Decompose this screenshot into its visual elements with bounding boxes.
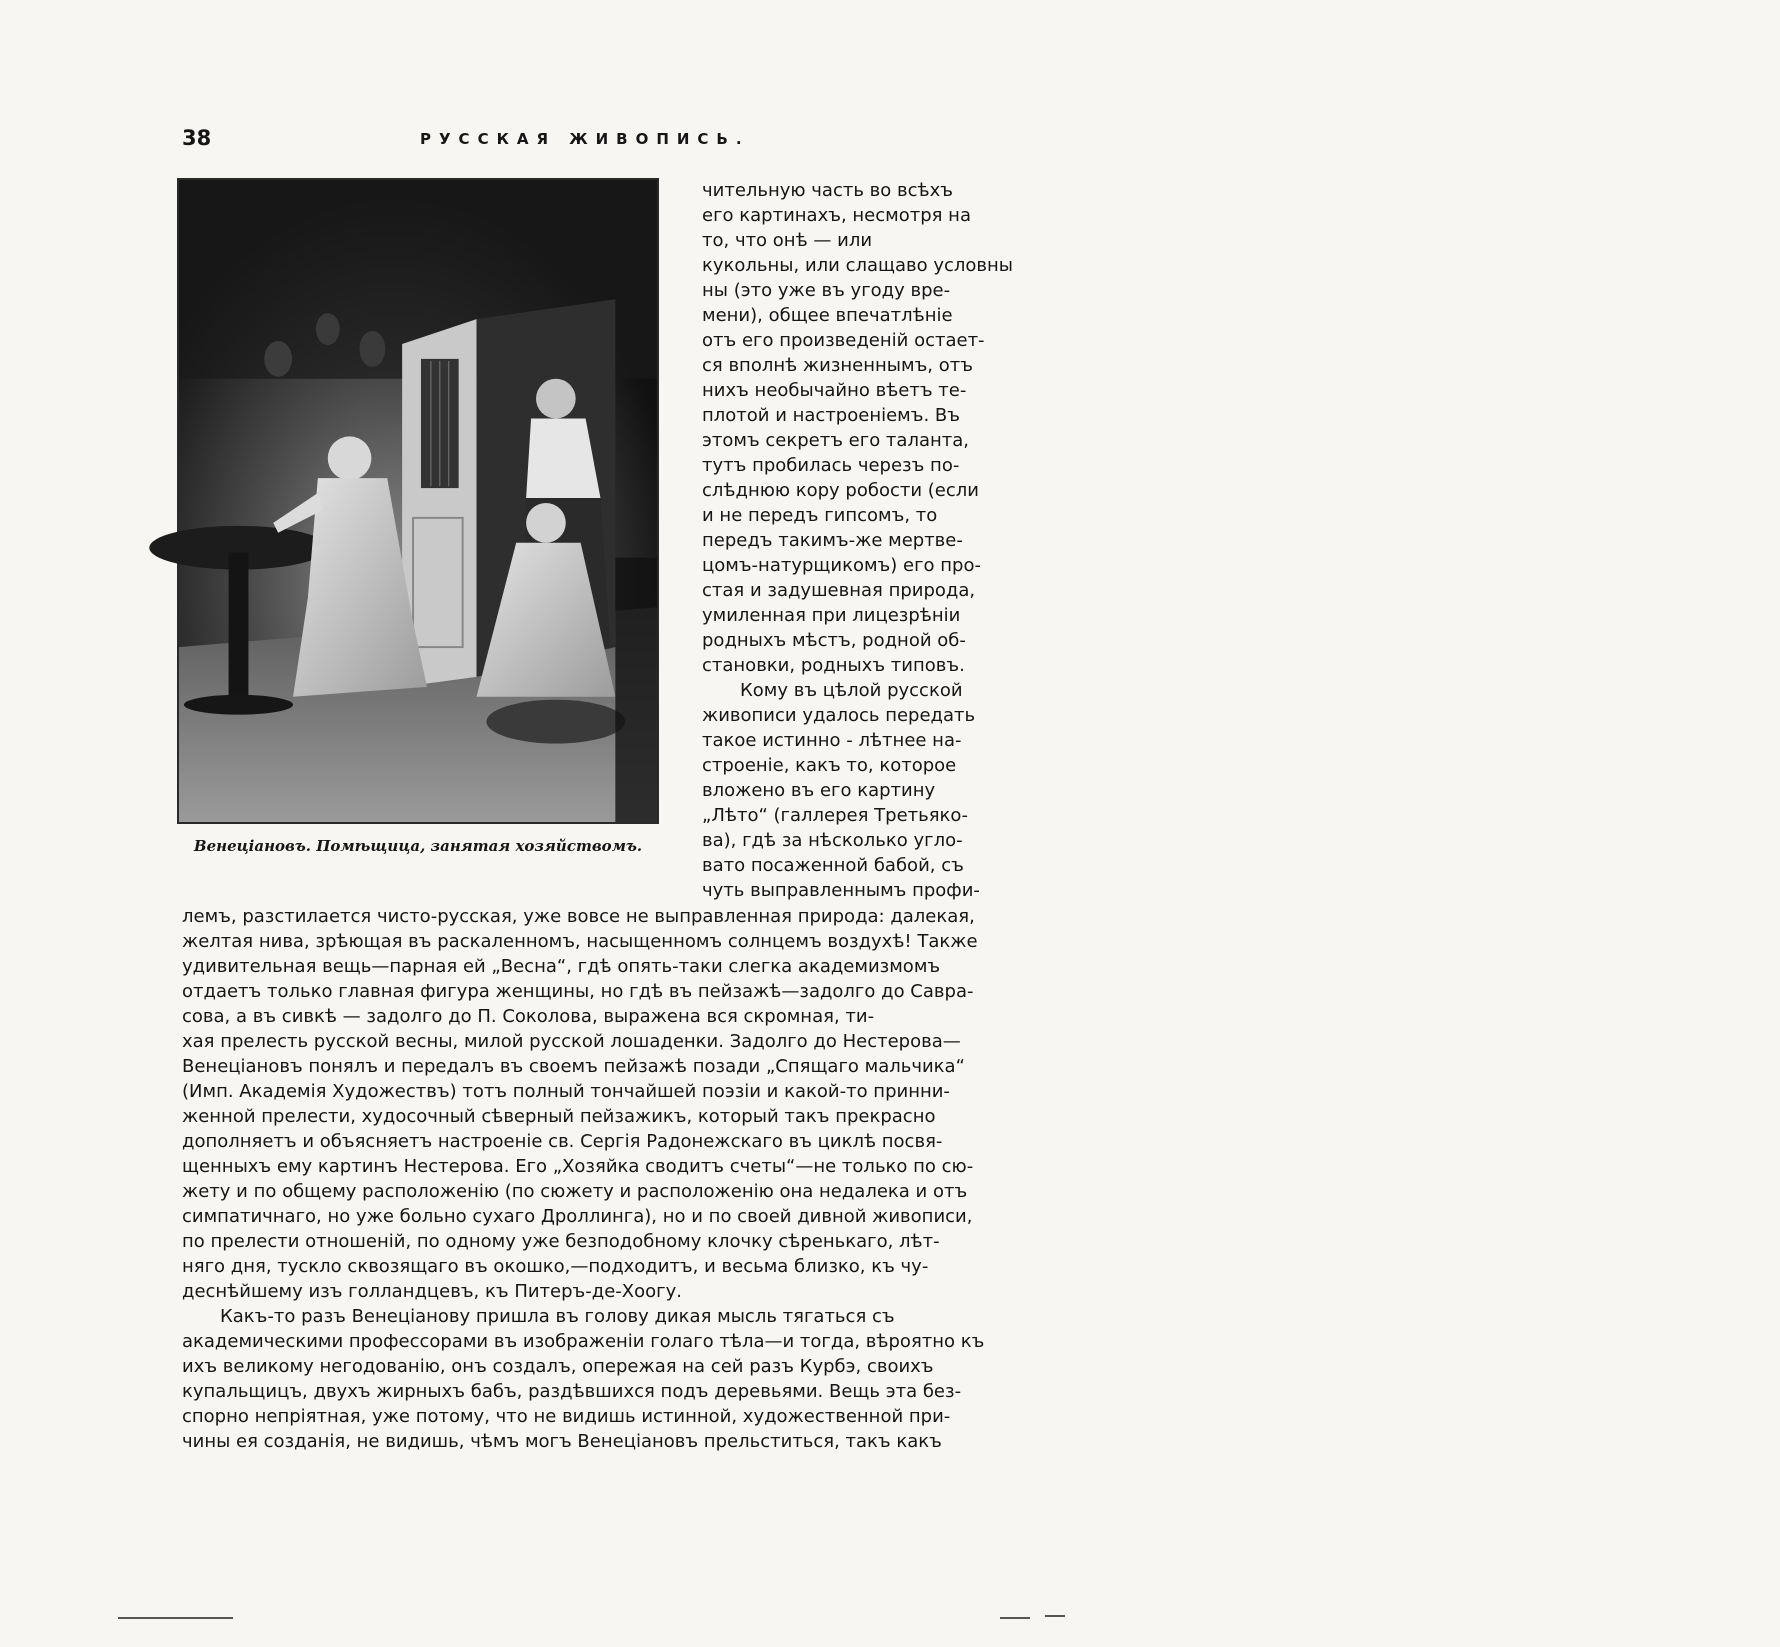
text-line: такое истинно - лѣтнее на- [702, 730, 962, 751]
text-line: отъ его произведеній остает- [702, 330, 985, 351]
text-line: мени), общее впечатлѣніе [702, 305, 953, 326]
text-line: ихъ великому негодованію, онъ создалъ, опережая на сей разъ Курбэ, своихъ [182, 1356, 934, 1377]
text-line: лемъ, разстилается чисто-русская, уже вовсе не выправленная природа: далекая, [182, 906, 975, 927]
text-line: (Имп. Академія Художествъ) тотъ полный тончайшей поэзіи и какой-то принни- [182, 1081, 950, 1102]
text-line: няго дня, тускло сквозящаго въ окошко,—подходитъ, и весьма близко, къ чу- [182, 1256, 929, 1277]
text-line: строеніе, какъ то, которое [702, 755, 957, 776]
text-line: желтая нива, зрѣющая въ раскаленномъ, насыщенномъ солнцемъ воздухѣ! Также [182, 931, 978, 952]
text-line: „Лѣто“ (галлерея Третьяко- [702, 805, 968, 826]
text-line: кукольны, или слащаво условны [702, 255, 1013, 276]
body-text [182, 904, 985, 1454]
text-line: спорно непріятная, уже потому, что не видишь истинной, художественной при- [182, 1406, 951, 1427]
text-line: Венеціановъ понялъ и передалъ въ своемъ пейзажѣ позади „Спящаго мальчика“ [182, 1056, 965, 1077]
text-line: ся вполнѣ жизненнымъ, отъ [702, 355, 973, 376]
painting-image [179, 180, 657, 822]
text-line: чины ея созданія, не видишь, чѣмъ могъ Венеціановъ прельститься, такъ какъ [182, 1431, 942, 1452]
page-number: 38 [182, 126, 212, 150]
text-line: хая прелесть русской весны, милой русской лошаденки. Задолго до Нестерова— [182, 1031, 961, 1052]
text-line: Какъ-то разъ Венеціанову пришла въ голову дикая мысль тягаться съ [220, 1306, 895, 1327]
text-line: плотой и настроеніемъ. Въ [702, 405, 960, 426]
text-line: тутъ пробилась черезъ по- [702, 455, 960, 476]
text-line: и не передъ гипсомъ, то [702, 505, 938, 526]
text-line: стая и задушевная природа, [702, 580, 976, 601]
scan-mark [1045, 1615, 1065, 1617]
text-line: академическими профессорами въ изображеніи голаго тѣла—и тогда, вѣроятно къ [182, 1331, 985, 1352]
text-line: щенныхъ ему картинъ Нестерова. Его „Хозяйка сводитъ счеты“—не только по сю- [182, 1156, 974, 1177]
running-head: РУССКАЯ ЖИВОПИСЬ. [420, 130, 750, 148]
text-line: женной прелести, худосочный сѣверный пейзажикъ, который такъ прекрасно [182, 1106, 936, 1127]
text-line: родныхъ мѣстъ, родной об- [702, 630, 966, 651]
scan-mark [118, 1617, 233, 1619]
text-line: по прелести отношеній, по одному уже безподобному клочку сѣренькаго, лѣт- [182, 1231, 940, 1252]
figure-caption: Венеціановъ. Помѣщица, занятая хозяйствомъ. [193, 837, 643, 855]
text-line: удивительная вещь—парная ей „Весна“, гдѣ опять-таки слегка академизмомъ [182, 956, 941, 977]
text-line: цомъ-натурщикомъ) его про- [702, 555, 981, 576]
text-line: нихъ необычайно вѣетъ те- [702, 380, 967, 401]
text-line: чуть выправленнымъ профи- [702, 880, 980, 901]
text-line: Кому въ цѣлой русской [740, 680, 963, 701]
text-line: чительную часть во всѣхъ [702, 180, 953, 201]
text-line: умиленная при лицезрѣніи [702, 605, 961, 626]
right-column-text [702, 178, 1013, 903]
text-line: слѣднюю кору робости (если [702, 480, 979, 501]
text-line: жету и по общему расположенію (по сюжету и расположенію она недалека и отъ [182, 1181, 968, 1202]
text-line: деснѣйшему изъ голландцевъ, къ Питеръ-де-Хоогу. [182, 1281, 682, 1302]
text-line: вато посаженной бабой, съ [702, 855, 964, 876]
text-line: становки, родныхъ типовъ. [702, 655, 965, 676]
text-line: этомъ секретъ его таланта, [702, 430, 969, 451]
text-line: сова, а въ сивкѣ — задолго до П. Соколова, выражена вся скромная, ти- [182, 1006, 875, 1027]
text-line: ва), гдѣ за нѣсколько угло- [702, 830, 963, 851]
text-line: его картинахъ, несмотря на [702, 205, 971, 226]
scan-mark [1000, 1617, 1030, 1619]
text-line: купальщицъ, двухъ жирныхъ бабъ, раздѣвшихся подъ деревьями. Вещь эта без- [182, 1381, 962, 1402]
text-line: то, что онѣ — или [702, 230, 873, 251]
text-line: отдаетъ только главная фигура женщины, но гдѣ въ пейзажѣ—задолго до Савра- [182, 981, 974, 1002]
text-line: симпатичнаго, но уже больно сухаго Дроллинга), но и по своей дивной живописи, [182, 1206, 973, 1227]
text-line: ны (это уже въ угоду вре- [702, 280, 951, 301]
text-line: передъ такимъ-же мертве- [702, 530, 963, 551]
text-line: вложено въ его картину [702, 780, 936, 801]
painting-illustration [177, 178, 659, 824]
text-line: дополняетъ и объясняетъ настроеніе св. Сергія Радонежскаго въ циклѣ посвя- [182, 1131, 943, 1152]
text-line: живописи удалось передать [702, 705, 976, 726]
